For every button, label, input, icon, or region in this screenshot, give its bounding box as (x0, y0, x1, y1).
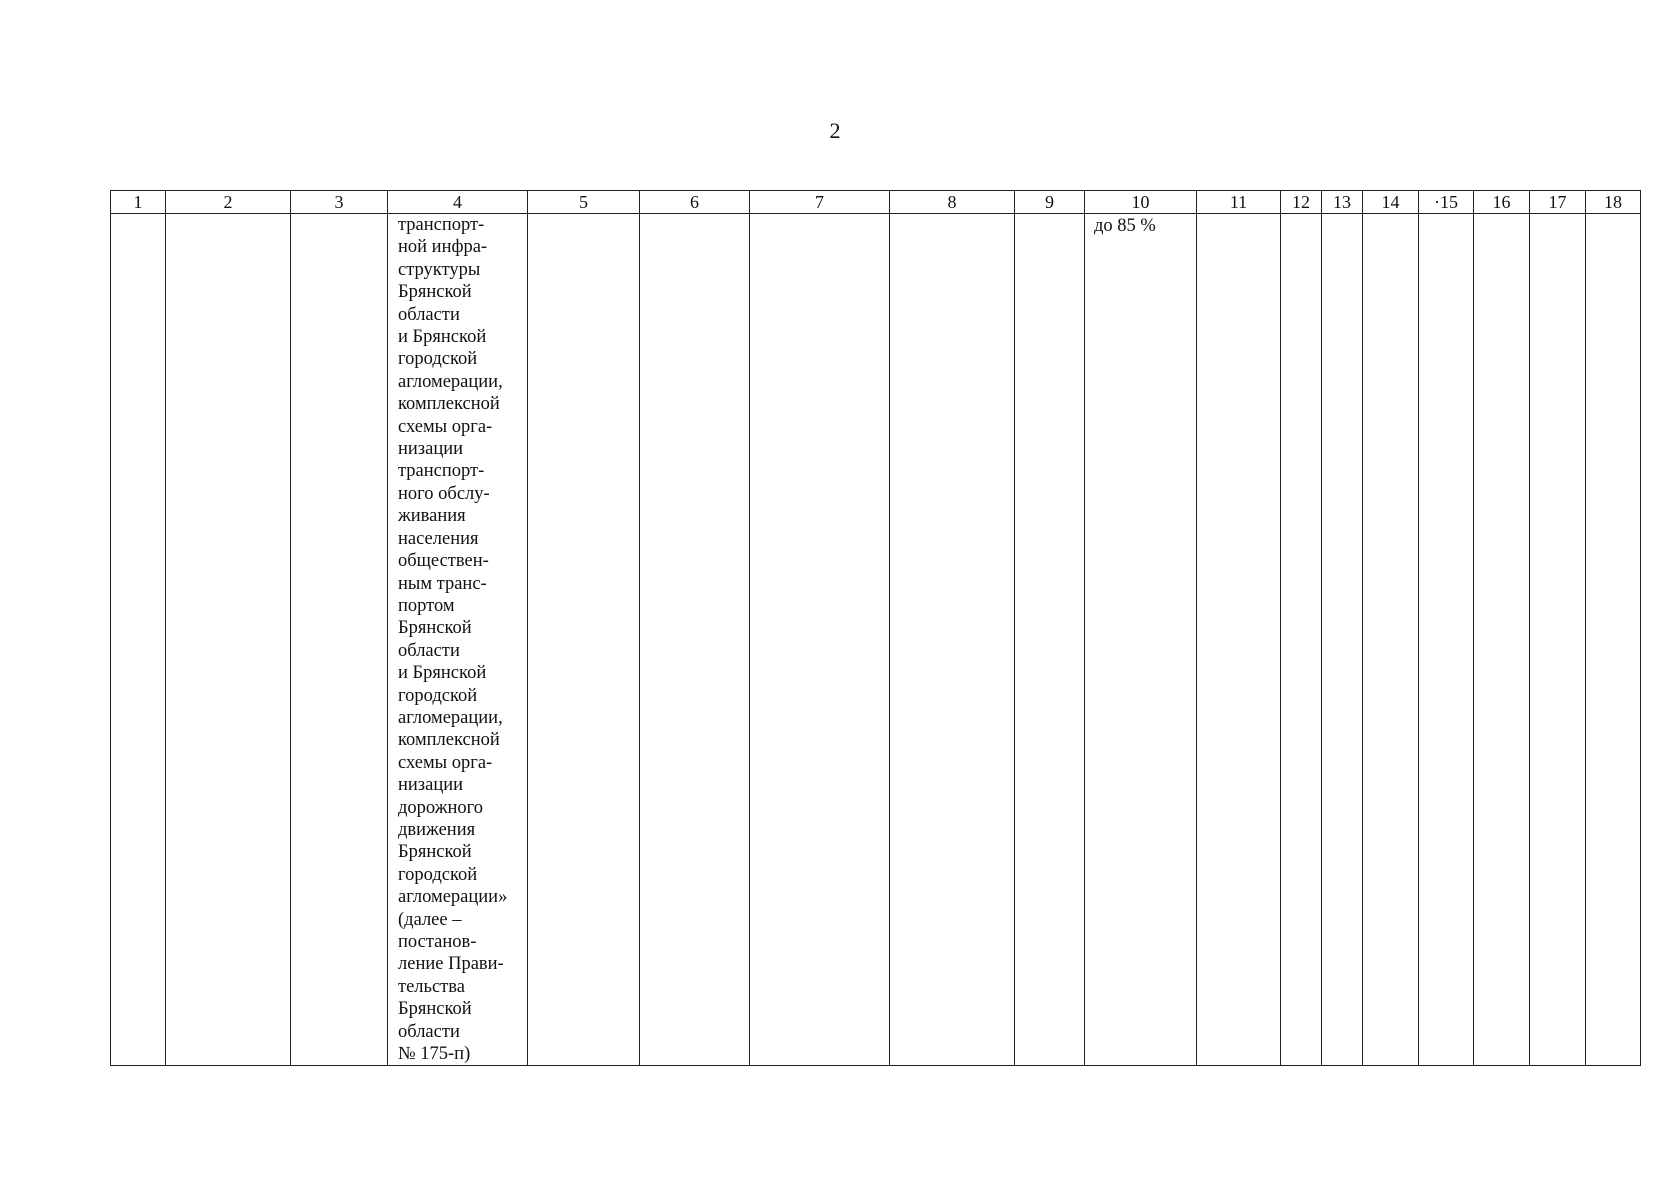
table-cell-14 (1363, 214, 1419, 1066)
column-header: 13 (1322, 191, 1363, 214)
cell-4-line: области (398, 1021, 460, 1042)
table-cell-13 (1322, 214, 1363, 1066)
table-cell-9 (1015, 214, 1085, 1066)
column-header: 10 (1085, 191, 1197, 214)
cell-4-line: схемы орга- (398, 752, 493, 773)
cell-4-line: низации (398, 439, 464, 460)
cell-4-line: постанов- (398, 932, 477, 952)
cell-4-line: транспорт- (398, 461, 485, 482)
cell-4-line: городской (398, 685, 478, 706)
column-header: 1 (111, 191, 166, 214)
cell-4-line: комплексной (398, 730, 500, 751)
cell-4-line: и Брянской (398, 663, 487, 684)
table-cell-8 (890, 214, 1015, 1066)
table-cell-10 (1085, 214, 1197, 1066)
cell-4-line: агломерации, (398, 371, 503, 392)
column-header: 14 (1363, 191, 1419, 214)
cell-4-line: ной инфра- (398, 237, 488, 258)
cell-4-line: транспорт- (398, 215, 485, 235)
cell-4-line: Брянской (398, 999, 472, 1020)
cell-4-line: движения (398, 819, 476, 840)
cell-4-line: городской (398, 349, 478, 370)
column-header: 12 (1281, 191, 1322, 214)
table-cell-1 (111, 214, 166, 1066)
table-cell-15 (1419, 214, 1474, 1066)
column-header: 9 (1015, 191, 1085, 214)
data-table (110, 190, 1641, 1066)
cell-4-line: городской (398, 864, 478, 885)
column-header: 4 (388, 191, 528, 214)
column-header: 18 (1586, 191, 1641, 214)
table-row (111, 214, 1641, 1066)
table-cell-6 (640, 214, 750, 1066)
cell-4-line: комплексной (398, 394, 500, 415)
cell-4-line: (далее – (398, 909, 462, 930)
column-header: 3 (291, 191, 388, 214)
cell-4-line: Брянской (398, 618, 472, 639)
cell-4-line: дорожного (398, 797, 484, 818)
column-header: 7 (750, 191, 890, 214)
cell-4-line: обществен- (398, 551, 489, 572)
table-cell-2 (166, 214, 291, 1066)
cell-4-line: области (398, 304, 460, 325)
cell-4-line: портом (398, 595, 455, 616)
cell-4-line: Брянской (398, 282, 472, 303)
table-cell-4 (388, 214, 528, 1066)
table-cell-5 (528, 214, 640, 1066)
cell-4-line: Брянской (398, 842, 472, 863)
cell-4-line: живания (398, 506, 466, 527)
cell-4-line: агломерации, (398, 707, 503, 728)
cell-4-line: схемы орга- (398, 416, 493, 437)
cell-10-text: до 85 % (1094, 216, 1156, 236)
table-cell-12 (1281, 214, 1322, 1066)
cell-4-text (388, 214, 527, 1065)
column-header: 16 (1474, 191, 1530, 214)
cell-4-line: населения (398, 528, 479, 549)
table-cell-3 (291, 214, 388, 1066)
cell-4-line: тельства (398, 976, 465, 997)
header-row (111, 191, 1641, 214)
column-header: 2 (166, 191, 291, 214)
table-cell-11 (1197, 214, 1281, 1066)
cell-4-line: агломерации» (398, 887, 508, 908)
cell-4-line: и Брянской (398, 327, 487, 348)
cell-4-line: ление Прави- (398, 954, 504, 975)
column-header: 17 (1530, 191, 1586, 214)
column-header: 6 (640, 191, 750, 214)
table-cell-17 (1530, 214, 1586, 1066)
table-cell-7 (750, 214, 890, 1066)
cell-4-line: № 175-п) (398, 1044, 471, 1065)
page-number: 2 (829, 118, 841, 143)
cell-4-line: структуры (398, 259, 481, 280)
column-header: ·15 (1419, 191, 1474, 214)
cell-4-line: низации (398, 775, 464, 796)
table-cell-18 (1586, 214, 1641, 1066)
column-header: 5 (528, 191, 640, 214)
column-header: 8 (890, 191, 1015, 214)
cell-4-line: области (398, 640, 460, 661)
table-cell-16 (1474, 214, 1530, 1066)
cell-4-line: ным транс- (398, 573, 487, 594)
column-header: 11 (1197, 191, 1281, 214)
cell-4-line: ного обслу- (398, 483, 490, 504)
